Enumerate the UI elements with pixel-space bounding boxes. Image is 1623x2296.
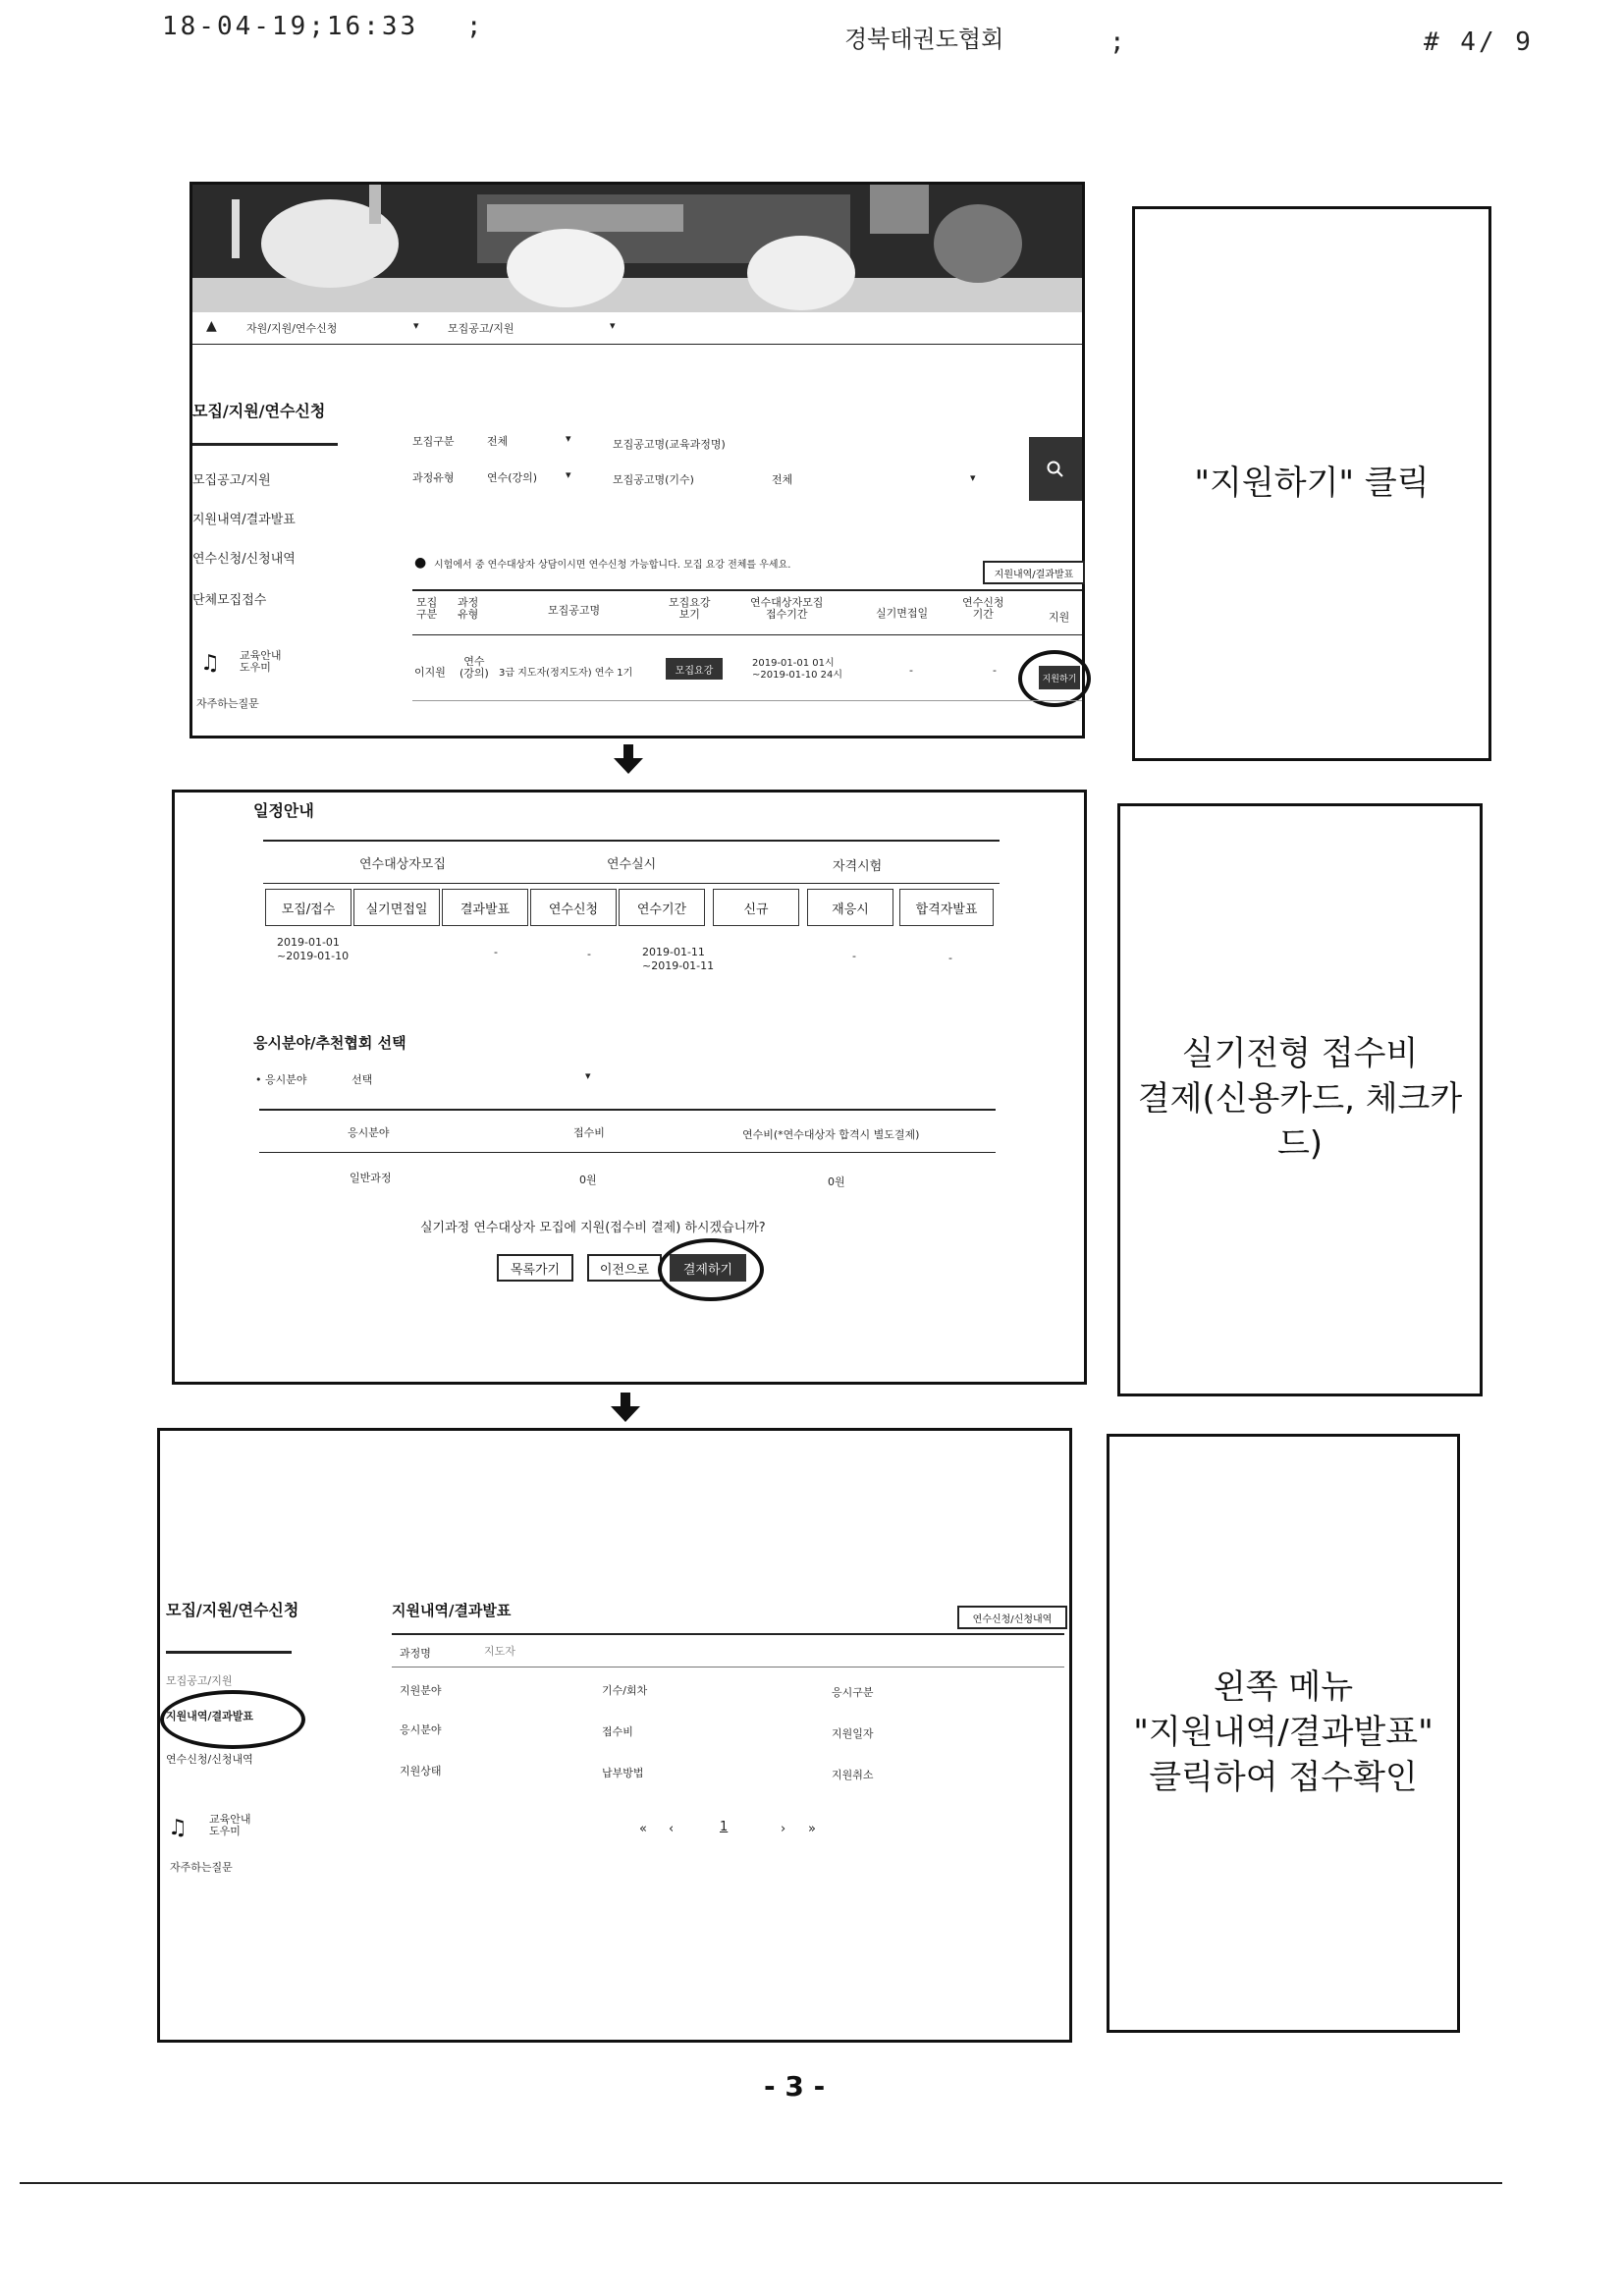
notice-icon: ● [414, 555, 427, 571]
pagination-page[interactable]: 1 [720, 1820, 729, 1834]
training-top-button[interactable]: 연수신청/신청내역 [957, 1606, 1067, 1629]
pagination-last[interactable]: » [808, 1822, 816, 1836]
field-select[interactable]: 선택 [352, 1073, 373, 1086]
row-separator [412, 700, 1082, 701]
fee-col-header: 접수비 [573, 1126, 605, 1139]
cell-title[interactable]: 3급 지도자(정지도자) 연수 1기 [499, 668, 633, 679]
grid-cell: 지원분야 [400, 1684, 442, 1697]
fee-mid-border [259, 1152, 996, 1153]
caption-line: 실기전형 접수비 [1181, 1034, 1419, 1074]
table-top-border [412, 589, 1082, 591]
notice-text: 시험에서 중 연수대상자 상담이시면 연수신청 가능합니다. 모집 요강 전체를 우세요. [434, 560, 791, 571]
sidebar-item-recruit[interactable]: 모집공고/지원 [166, 1674, 233, 1687]
page-number: - 3 - [764, 2070, 826, 2103]
cell-practical: - [494, 946, 498, 958]
caption-line: "지원내역/결과발표" [1133, 1713, 1434, 1753]
sidebar-item-group[interactable]: 단체모집접수 [192, 593, 267, 608]
grid-cell: 응시분야 [400, 1723, 442, 1736]
col-header: 모집공고명 [548, 604, 601, 617]
results-top-border [392, 1633, 1064, 1635]
pagination-first[interactable]: « [639, 1822, 647, 1836]
screenshot-panel-apply [189, 182, 1085, 738]
caption-line: 클릭하여 접수확인 [1149, 1757, 1418, 1797]
fax-time: 18-04-19;16:33 [162, 12, 419, 41]
help-label[interactable]: 교육안내 도우미 [240, 649, 282, 675]
schedule-mid-border [263, 883, 1000, 884]
cell-apply-period: - [993, 664, 997, 677]
chevron-down-icon: ▾ [566, 432, 571, 445]
filter-select-course[interactable]: 연수(강의) [487, 471, 538, 484]
filter-select-term[interactable]: 모집공고명(기수) [613, 473, 694, 486]
fax-page-counter: # 4/ 9 [1424, 27, 1534, 57]
highlight-circle [160, 1690, 305, 1749]
headset-icon[interactable]: ♫ [168, 1816, 188, 1840]
screenshot-panel-results [157, 1428, 1072, 2043]
col-header: 신규 [713, 889, 799, 926]
filter-select-category[interactable]: 전체 [487, 435, 509, 448]
field-section-title: 응시분야/추천협회 선택 [253, 1034, 406, 1052]
grid-cell: 지원상태 [400, 1765, 442, 1777]
field-label: • 응시분야 [255, 1073, 307, 1086]
sidebar-title: 모집/지원/연수신청 [166, 1601, 299, 1619]
caption-line: 결제(신용카드, 체크카드) [1137, 1079, 1463, 1164]
sidebar-item-training[interactable]: 연수신청/신청내역 [166, 1753, 253, 1766]
fax-separator-2: ; [1109, 27, 1128, 57]
grid-cell: 지원취소 [832, 1769, 874, 1781]
sidebar-item-recruit[interactable]: 모집공고/지원 [192, 473, 271, 488]
cell-pass: - [948, 952, 952, 964]
search-icon [1046, 460, 1065, 479]
grid-cell: 납부방법 [602, 1767, 644, 1779]
sidebar-title: 모집/지원/연수신청 [192, 402, 326, 420]
cell-practical: - [909, 664, 913, 677]
divider [192, 344, 1082, 345]
col-header: 합격자발표 [899, 889, 994, 926]
footer-rule [20, 2182, 1502, 2184]
schedule-top-border [263, 840, 1000, 842]
pagination-next[interactable]: › [781, 1822, 786, 1836]
filter-select-title-type[interactable]: 모집공고명(교육과정명) [613, 438, 726, 451]
col-header: 연수기간 [619, 889, 705, 926]
col-header: 실기면접일 [353, 889, 440, 926]
help-label[interactable]: 교육안내 도우미 [209, 1813, 251, 1838]
highlight-circle [658, 1238, 764, 1301]
back-button[interactable]: 이전으로 [587, 1254, 662, 1282]
sidebar-underline [166, 1651, 292, 1654]
filter-label-category: 모집구분 [412, 435, 455, 448]
page-title: 지원내역/결과발표 [392, 1602, 512, 1619]
cell-result: - [587, 948, 591, 960]
faq-link[interactable]: 자주하는질문 [170, 1861, 233, 1874]
headset-icon[interactable]: ♫ [200, 651, 220, 676]
cell-period: 2019-01-11 ~2019-01-11 [642, 946, 715, 972]
cell-type: 이지원 [414, 666, 446, 679]
filter-term-value: 전체 [772, 473, 793, 486]
list-button[interactable]: 목록가기 [497, 1254, 573, 1282]
col-header: 재응시 [807, 889, 893, 926]
chevron-down-icon: ▾ [970, 471, 976, 484]
breadcrumb-item[interactable]: 자원/지원/연수신청 [246, 322, 338, 335]
col-header: 지원 [1049, 611, 1070, 624]
fee-cell-field: 일반과정 [350, 1172, 392, 1184]
col-header: 모집 구분 [416, 596, 438, 622]
grid-cell: 기수/회차 [602, 1684, 648, 1697]
confirm-text: 실기과정 연수대상자 모집에 지원(접수비 결제) 하시겠습니까? [420, 1221, 766, 1235]
course-label: 과정명 [400, 1647, 431, 1660]
fee-col-header: 연수비(*연수대상자 합격시 별도결제) [742, 1128, 920, 1141]
caption-step2 [1117, 803, 1483, 1396]
fee-col-header: 응시분야 [348, 1126, 390, 1139]
caption-line: 왼쪽 메뉴 [1213, 1667, 1354, 1708]
col-header: 연수신청 [530, 889, 617, 926]
col-header: 연수신청 기간 [962, 596, 1004, 622]
banner-image [192, 185, 1082, 312]
group-header: 연수대상자모집 [359, 857, 446, 872]
fax-separator: ; [465, 12, 485, 41]
chevron-down-icon: ▾ [585, 1069, 591, 1082]
cell-retake: - [852, 950, 856, 962]
fee-cell-fee: 0원 [579, 1174, 597, 1186]
caption-line: "지원하기" 클릭 [1194, 463, 1430, 503]
cell-course-type: 연수 (강의) [460, 655, 489, 681]
col-header: 모집요강 보기 [669, 596, 711, 622]
caption-step1 [1132, 206, 1491, 761]
cell-period: 2019-01-01 01시 ~2019-01-10 24시 [752, 658, 843, 681]
fee-cell-training: 0원 [828, 1175, 845, 1188]
results-top-button[interactable]: 지원내역/결과발표 [983, 561, 1085, 584]
chevron-down-icon: ▾ [566, 468, 571, 481]
fee-top-border [259, 1109, 996, 1111]
screenshot-panel-payment [172, 790, 1087, 1385]
highlight-circle [1018, 650, 1091, 707]
filter-label-course: 과정유형 [412, 471, 455, 484]
sidebar-underline [192, 443, 338, 446]
col-header: 모집/접수 [265, 889, 352, 926]
pagination-prev[interactable]: ‹ [669, 1822, 675, 1836]
apply-button[interactable]: 지원하기 [1039, 666, 1080, 689]
schedule-title: 일정안내 [253, 801, 314, 820]
grid-cell: 접수비 [602, 1725, 633, 1738]
pay-button[interactable]: 결제하기 [670, 1254, 746, 1282]
chevron-down-icon: ▾ [413, 319, 419, 332]
grid-cell: 지원일자 [832, 1727, 874, 1740]
fax-org-name: 경북태권도협회 [844, 26, 1004, 53]
faq-link[interactable]: 자주하는질문 [196, 697, 259, 710]
grid-cell: 응시구분 [832, 1686, 874, 1699]
home-icon[interactable]: ▲ [206, 318, 217, 334]
group-header: 자격시험 [833, 859, 883, 874]
sidebar-item-results[interactable]: 지원내역/결과발표 [192, 513, 296, 527]
course-value: 지도자 [484, 1645, 515, 1658]
group-header: 연수실시 [607, 857, 657, 872]
col-header: 실기면접일 [876, 607, 929, 620]
col-header: 과정 유형 [458, 596, 479, 622]
col-header: 연수대상자모집 접수기간 [750, 596, 824, 622]
col-header: 결과발표 [442, 889, 528, 926]
fax-timestamp [162, 12, 484, 41]
search-button[interactable] [1029, 437, 1082, 501]
chevron-down-icon: ▾ [610, 319, 616, 332]
sidebar-item-training[interactable]: 연수신청/신청내역 [192, 552, 296, 567]
sidebar-item-results[interactable]: 지원내역/결과발표 [166, 1710, 254, 1722]
banner-photo [192, 185, 1082, 312]
breadcrumb-item[interactable]: 모집공고/지원 [448, 322, 514, 335]
caption-step3 [1107, 1434, 1460, 2033]
guide-button[interactable]: 모집요강 [666, 658, 723, 680]
table-header-border [412, 634, 1082, 635]
cell-recruit: 2019-01-01 ~2019-01-10 [277, 936, 350, 962]
